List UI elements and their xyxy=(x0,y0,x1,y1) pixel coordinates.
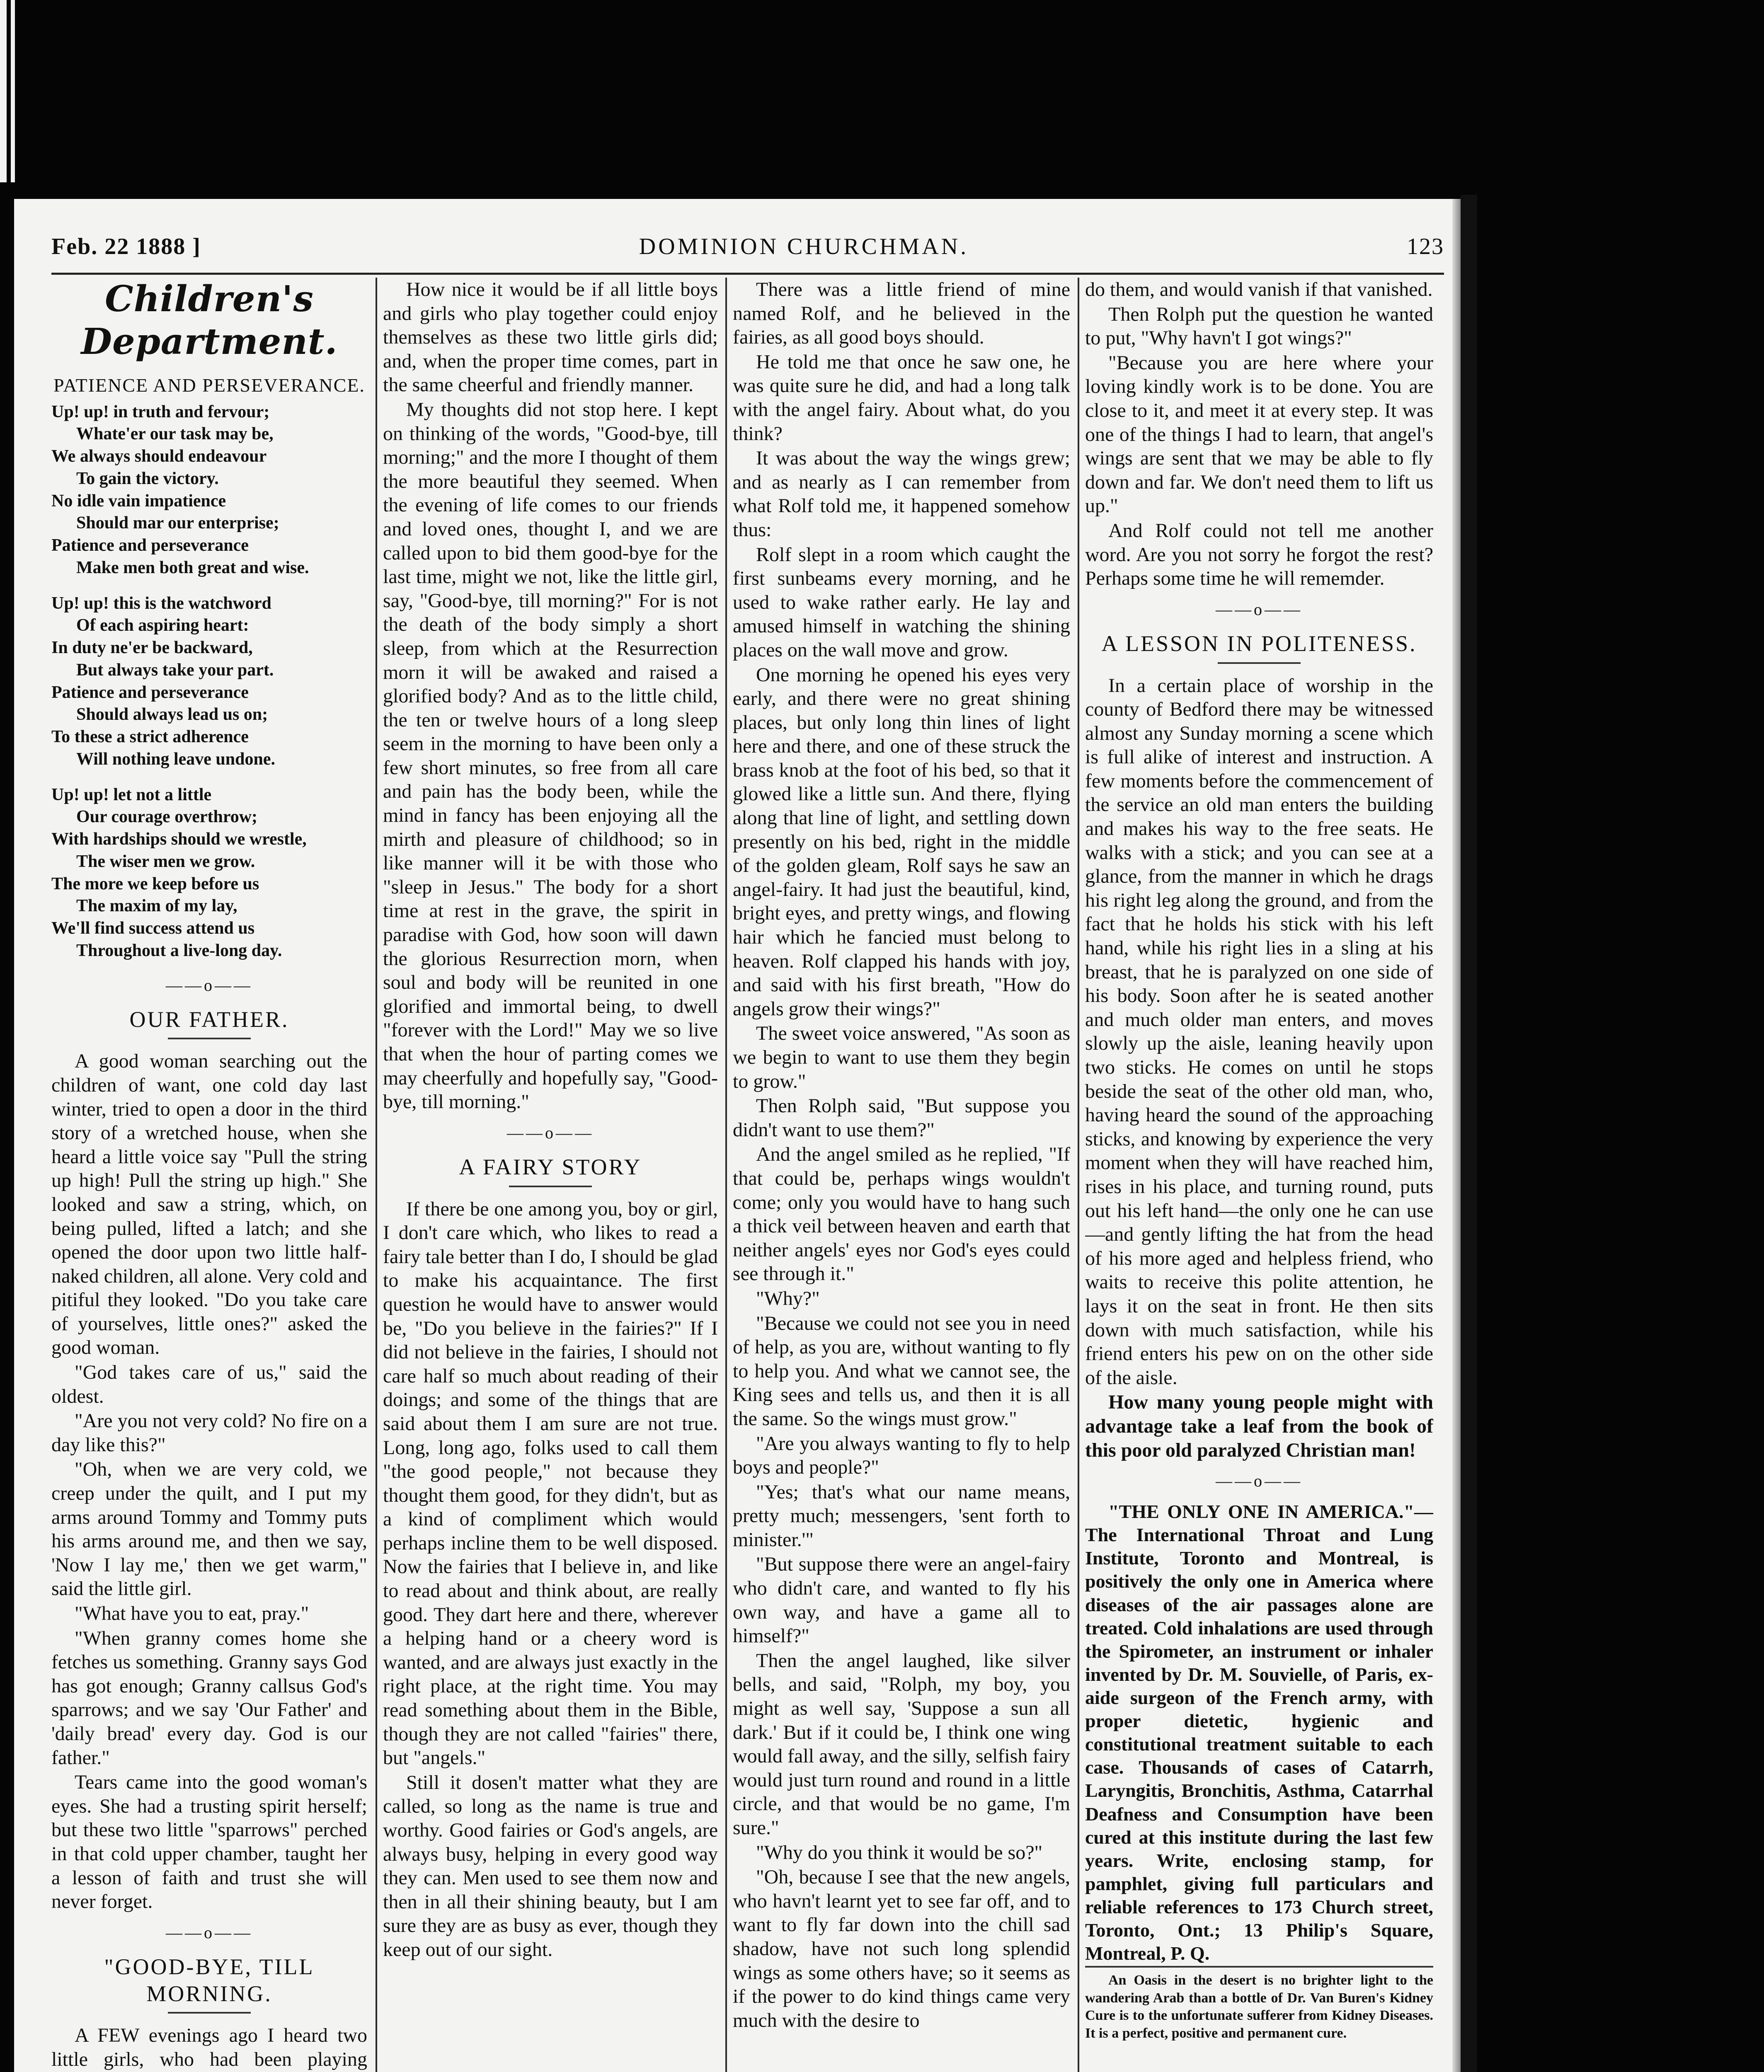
story-title: OUR FATHER. xyxy=(129,1007,289,1032)
fairy-paragraph: One morning he opened his eyes very early, and there were no great shining places, but only long thin lines of light here and there, and one of these struck the brass knob at the foot of his bed, so that it glowed like a little sun. And there, flying along that line of light, and settling down presently on his bed, right in the middle of the golden gleam, Rolf says he saw an angel-fairy. It had just the beautiful, kind, bright eyes, and pretty wings, and flowing hair which he fancied must belong to heaven. Rolf clapped his hands with joy, and said with his first breath, "How do angels grow their wings?" xyxy=(733,663,1070,1020)
title-rule xyxy=(168,1038,251,1039)
poem-stanza xyxy=(51,784,367,962)
poem-line: Will nothing leave undone. xyxy=(76,749,276,769)
page-number: 123 xyxy=(1407,234,1444,259)
column-rule xyxy=(725,278,727,2072)
lesson-title: A LESSON IN POLITENESS. xyxy=(1101,631,1417,656)
fairy-paragraph: "Are you always wanting to fly to help boys and people?" xyxy=(733,1432,1070,1479)
fairy-paragraph: Then Rolph put the question he wanted to put, "Why havn't I got wings?" xyxy=(1085,303,1433,349)
fairy-paragraph: Then the angel laughed, like silver bells, and said, "Rolph, my boy, you might as well say, 'Suppose a sun all dark.' But if it could be, I think one wing would fall away, and the silly, selfish fairy would just turn round and round in a little circle, and that would be no game, I'm sure." xyxy=(733,1649,1070,1839)
fairy-paragraph: "Yes; that's what our name means, pretty much; messengers, 'sent forth to minister.'" xyxy=(733,1481,1070,1551)
column-rule xyxy=(1078,278,1079,2072)
poem-line: Of each aspiring heart: xyxy=(76,616,249,635)
title-rule xyxy=(509,1186,592,1187)
poem-line: Up! up! let not a little xyxy=(51,785,212,804)
poem-line: Make men both great and wise. xyxy=(76,558,309,577)
poem-body xyxy=(51,401,367,962)
header-date: Feb. 22 1888 ] xyxy=(51,234,201,259)
fairy-paragraph: Then Rolph said, "But suppose you didn't want to use them?" xyxy=(733,1095,1070,1141)
fairy-paragraph: The sweet voice answered, "As soon as we begin to want to use them they begin to grow." xyxy=(733,1022,1070,1092)
header-rule xyxy=(51,273,1444,275)
poem-line: The more we keep before us xyxy=(51,874,259,893)
page-header xyxy=(51,224,1444,269)
fairy-paragraph: And the angel smiled as he replied, "If that could be, perhaps wings wouldn't come; only you would have to hang such a thick veil between heaven and earth that neither angels' eyes nor God's eyes could see through it." xyxy=(733,1143,1070,1285)
story-paragraph: "God takes care of us," said the oldest. xyxy=(51,1361,367,1407)
story-paragraph: "What have you to eat, pray." xyxy=(75,1602,309,1625)
poem-line: We'll find success attend us xyxy=(51,919,255,938)
fairy-paragraph: "Because we could not see you in need of help, as you are, without wanting to fly to help you. And what we cannot see, the King sees and tells us, and then it is all the same. So the wings must grow." xyxy=(733,1312,1070,1430)
poem-line: Should always lead us on; xyxy=(76,705,268,724)
fairy-paragraph: He told me that once he saw one, he was quite sure he did, and had a long talk with the angel fairy. About what, do you think? xyxy=(733,351,1070,445)
institute-advertisement: "THE ONLY ONE IN AMERICA."—The International Throat and Lung Institute, Toronto and Montreal, is positively the only one in America where diseases of the air passages alone are treated. Cold inhalations are used through the Spirometer, an instrument or inhaler invented by Dr. M. Souvielle, of Paris, ex-aide surgeon of the French army, with proper dietetic, hygienic and constitutional treatment suitable to each case. Thousands of cases of Catarrh, Laryngitis, Bronchitis, Asthma, Catarrhal Deafness and Consumption have been cured at this institute during the last few years. Write, enclosing stamp, for pamphlet, giving full particulars and reliable references to 173 Church street, Toronto, Ont.; 13 Philip's Square, Montreal, P. Q. xyxy=(1085,1500,1433,1965)
poem-line: Patience and perseverance xyxy=(51,536,249,555)
poem-line: Throughout a live-long day. xyxy=(76,941,282,960)
fairy-paragraph: "Oh, because I see that the new angels, who havn't learnt yet to see far off, and to want to fly far down into the chill sad shadow, have not such long splendid wings as some others have; so it seems as if the power to do kind things came very much with the desire to xyxy=(733,1866,1070,2031)
department-title: Children's Department. xyxy=(81,278,338,363)
poem-stanza xyxy=(51,401,367,579)
fairy-paragraph: "Why do you think it would be so?" xyxy=(756,1841,1043,1864)
fairy-paragraph: do them, and would vanish if that vanished. xyxy=(1085,278,1433,300)
fairy-paragraph: If there be one among you, boy or girl, I don't care which, who likes to read a fairy tale better than I do, I should be glad to make his acquaintance. The first question he would have to answer would be, "Do you believe in the fairies?" If I did not believe in the fairies, I should not care half so much about reading of their doings; and some of the things that are said about them I am sure are not true. Long, long ago, folks used to call them "the good people," not because they thought them good, for they didn't, but as a kind of compliment which would perhaps incline them to be well disposed. Now the fairies that I believe in, and like to read about and think about, are really good. They dart here and there, wherever a helping hand or a cheery word is wanted, and are always just exactly in the right place, at the right time. You may read something about them in the Bible, though they are not called "fairies" there, but "angels." xyxy=(383,1198,718,1769)
goodbye-paragraph: How nice it would be if all little boys and girls who play together could enjoy themselves as these two little girls did; and, when the proper time comes, part in the same cheerful and friendly manner. xyxy=(383,278,718,396)
story-paragraph: "When granny comes home she fetches us something. Granny says God has got enough; Granny callsus God's sparrows; and we say 'Our Father' and 'daily bread' every day. God is our father." xyxy=(51,1627,367,1769)
column-2 xyxy=(383,278,718,2072)
masthead-title: DOMINION CHURCHMAN. xyxy=(639,234,969,259)
poem-line: To these a strict adherence xyxy=(51,727,249,747)
poem-line: To gain the victory. xyxy=(76,469,219,488)
column-4 xyxy=(1085,278,1433,2072)
poem-line: Whate'er our task may be, xyxy=(76,424,274,444)
story-paragraph: "Oh, when we are very cold, we creep under the quilt, and I put my arms around Tommy and Tommy puts his arms around me, and then we say, 'Now I lay me,' then we get warm," said the little girl. xyxy=(51,1458,367,1600)
section-divider: ——o—— xyxy=(507,1123,594,1142)
fairy-paragraph: "Because you are here where your loving kindly work is to be done. You are close to it, and meet it at every step. It was one of the things I had to learn, that angel's wings are sent that we may be able to fly down and far. We don't need them to lift us up." xyxy=(1085,351,1433,517)
poem-line: Up! up! in truth and fervour; xyxy=(51,402,270,421)
poem-line: We always should endeavour xyxy=(51,447,267,466)
fairy-story-title: A FAIRY STORY xyxy=(459,1154,642,1179)
title-rule xyxy=(1218,662,1301,664)
fairy-paragraph: And Rolf could not tell me another word. Are you not sorry he forgot the rest? Perhaps some time he will rememder. xyxy=(1085,519,1433,590)
poem-line: Patience and perseverance xyxy=(51,683,249,702)
goodbye-title: "GOOD-BYE, TILL MORNING. xyxy=(104,1954,315,2006)
fairy-paragraph: "Why?" xyxy=(756,1287,820,1310)
newspaper-page xyxy=(14,199,1461,2072)
poem-line: With hardships should we wrestle, xyxy=(51,830,307,849)
fairy-paragraph: There was a little friend of mine named Rolf, and he believed in the fairies, as all good boys should. xyxy=(733,278,1070,349)
poem-line: But always take your part. xyxy=(76,660,274,680)
story-paragraph: Tears came into the good woman's eyes. She had a trusting spirit herself; but these two little "sparrows" perched in that cold upper chamber, taught her a lesson of faith and trust she will never forget. xyxy=(51,1771,367,1913)
title-rule xyxy=(168,2012,251,2014)
poem-title: PATIENCE AND PERSEVERANCE. xyxy=(53,375,365,396)
story-paragraph: A good woman searching out the children of want, one cold day last winter, tried to open a door in the third story of a wretched house, when she heard a little voice say "Pull the string up high! Pull the string up high." She looked and saw a string, which, on being pulled, lifted a latch; and she opened the door upon two little half-naked children, all alone. Very cold and pitiful they looked. "Do you take care of yourselves, little ones?" asked the good woman. xyxy=(51,1050,367,1359)
poem-line: No idle vain impatience xyxy=(51,491,226,511)
fairy-paragraph: Still it dosen't matter what they are called, so long as the name is true and worthy. Good fairies or God's angels, are always busy, helping in every good way they can. Men used to see them now and then in all their shining beauty, but I am sure they are as busy as ever, though they keep out of our sight. xyxy=(383,1771,718,1961)
section-divider: ——o—— xyxy=(1216,600,1303,619)
scan-edge-bar xyxy=(11,0,15,182)
goodbye-paragraph: A FEW evenings ago I heard two little girls, who had been playing xyxy=(51,2024,367,2070)
column-3 xyxy=(733,278,1070,2072)
section-divider: ——o—— xyxy=(166,975,253,995)
lesson-paragraph: How many young people might with advantage take a leaf from the book of this poor old paralyzed Christian man! xyxy=(1085,1391,1433,1461)
poem-line: Our courage overthrow; xyxy=(76,807,258,827)
kidney-cure-advertisement: An Oasis in the desert is no brighter light to the wandering Arab than a bottle of Dr. Van Buren's Kidney Cure is to the unfortunate sufferer from Kidney Diseases. It is a perfect, positive and permanent cure. xyxy=(1085,1966,1433,2042)
poem-line: In duty ne'er be backward, xyxy=(51,638,253,658)
fairy-paragraph: It was about the way the wings grew; and as nearly as I can remember from what Rolf told me, it happened somehow thus: xyxy=(733,447,1070,541)
poem-line: The wiser men we grow. xyxy=(76,852,255,871)
poem-line: Up! up! this is the watchword xyxy=(51,593,271,613)
poem-stanza xyxy=(51,593,367,771)
page-edge-shadow xyxy=(1461,195,1477,2072)
section-divider: ——o—— xyxy=(166,1923,253,1942)
fairy-paragraph: "But suppose there were an angel-fairy who didn't care, and wanted to fly his own way, and have a game all to himself?" xyxy=(733,1553,1070,1647)
fairy-paragraph: Rolf slept in a room which caught the first sunbeams every morning, and he used to wake rather early. He lay and amused himself in watching the shining places on the wall move and grow. xyxy=(733,543,1070,661)
poem-line: Should mar our enterprise; xyxy=(76,513,279,533)
poem-line: The maxim of my lay, xyxy=(76,896,237,916)
column-1 xyxy=(51,278,367,2072)
story-paragraph: "Are you not very cold? No fire on a day like this?" xyxy=(51,1410,367,1456)
lesson-paragraph: In a certain place of worship in the county of Bedford there may be witnessed almost any Sunday morning a scene which is full alike of interest and instruction. A few moments before the commencement of the service an old man enters the building and makes his way to the free seats. He walks with a stick; and you can see at a glance, from the manner in which he drags his right leg along the ground, and from the fact that he holds his stick with his left hand, while his right lies in a sling at his breast, that he is paralyzed on one side of his body. Soon after he is seated another and much older man enters, and moves slowly up the aisle, leaning heavily upon two sticks. He comes on until he stops beside the seat of the other old man, who, having heard the sound of the approaching sticks, and knowing by experience the very moment when they will have reached him, rises in his place, and turning round, puts out his left hand—the only one he can use—and gently lifting the hat from the head of his more aged and helpless friend, who waits to receive this polite attention, he lays it on the seat in front. He then sits down with much satisfaction, while his friend enters his pew on on the other side of the aisle. xyxy=(1085,674,1433,1389)
scan-edge-bar xyxy=(0,0,7,182)
page-gutter-crease xyxy=(1452,199,1461,2072)
section-divider: ——o—— xyxy=(1216,1472,1303,1491)
column-rule xyxy=(376,278,377,2072)
goodbye-paragraph: My thoughts did not stop here. I kept on thinking of the words, "Good-bye, till morning;" and the more I thought of them the more beautiful they seemed. When the evening of life comes to our friends and loved ones, thought I, and we are called upon to bid them good-bye for the last time, might we not, like the little girl, say, "Good-bye, till morning?" For is not the death of the body simply a short sleep, from which at the Resurrection morn it will be awaked and raised a glorified body? And as to the little child, the ten or twelve hours of a long sleep seem in the morning to have been only a few short minutes, so free from all care and pain has the body been, while the mind in fancy has been enjoying all the mirth and pleasure of childhood; so in like manner will it be with those who "sleep in Jesus." The body for a short time at rest in the grave, the spirit in paradise with God, how soon will dawn the glorious Resurrection morn, when soul and body will be reunited in one glorified and immortal being, to dwell "forever with the Lord!" May we so live that when the hour of parting comes we may cheerfully and hopefully say, "Good-bye, till morning." xyxy=(383,398,718,1113)
